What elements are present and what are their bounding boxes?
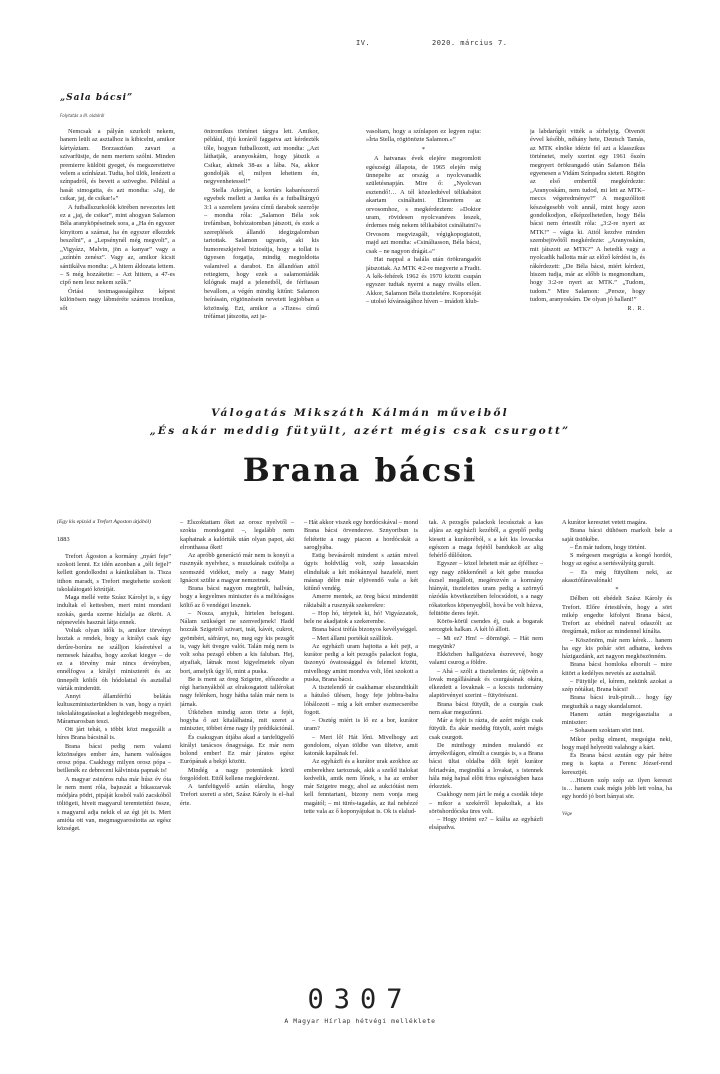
story-column-1-body	[57, 553, 171, 834]
paragraph: Útközben mindig azon törte a fejét, hogyha ő azt kitalálhatná, mit szeret a miniszter, többet érne nagy ily prédikációnál.	[180, 708, 294, 733]
paragraph: – Mi ez? Hm! – dörmögé. – Hát nem megyünk?	[429, 634, 543, 650]
paragraph: Hanem aztán megvígasztalta a miniszter:	[562, 710, 672, 726]
paragraph: S mérgesen megrúgta a kongó hordót, hogy az egész a sertésvályúig gurult.	[562, 552, 672, 568]
section-divider: *	[615, 586, 619, 593]
sala-kicker: „Sala bácsi”	[60, 93, 134, 103]
paragraph: Mikor pedig elment, megsúgta neki, hogy majd helyreüti valahogy a kárt.	[562, 735, 672, 751]
paragraph: Óriási testmagasságához képest különösen nagy lábméréte számos ironikus, sőt	[60, 287, 175, 312]
paragraph: – Ahá – szólt a tisztelentes úr, rájövén a lovak megállásának és csurgásának okára, elkezdett a lovaknak – a kocsis tudomány alaptörvényei szerint – fütyörészni.	[429, 667, 543, 700]
paragraph: tak. A pezsgős palackok lecsúsztak a kas aljára az egyházfi kezéből, a gyeplő pedig kiesett a kurátoréból, s a két kis lovacska egészen a maga fejétől bandukolt az alig fehérlő dűlőúton.	[429, 519, 543, 559]
paragraph: Estig bevásárolt mindent s aztán mivel úgyis holdvilág volt, szép lassacskán elindultak a két mókánnyal hazafelé, mert másnap délre már eljövendő vala a két kitűnő vendég.	[304, 552, 418, 592]
supplement-label: A Magyar Hírlap hétvégi melléklete	[284, 1017, 436, 1025]
sala-column-4	[530, 128, 645, 313]
paragraph: – Köszönöm, már nem kérek… hanem ha egy kis pohár sört adhatna, kedves házigazdánk, azt nagyon megköszönném.	[562, 636, 672, 660]
paragraph: Ott járt tehát, s többi közt megszállt a híres Brana bácsinál is.	[57, 726, 171, 742]
paragraph: vasoltam, hogy a színlapon ez legyen rajta: »Írta Stella, rögtönözte Salamon.«”	[366, 128, 481, 144]
paragraph: – Hát akkor viszek egy hordócskával – mond Brana bácsi örvendezve. Sznyoribun is feltétette a nagy piacon a hordócskát a saroglyába.	[304, 519, 418, 551]
paragraph: Be is ment az öreg Szigetre, előszedte a régi harisnyákból az elrakosgatott tallérokat nagy felénken, hogy hátha talán már nem is járnak.	[180, 675, 294, 708]
paragraph: öniromikus történet tárgya lett. Amikor, például, ifjú koráról faggatva azt kérdezték tőle, hogyan futballozott, azt mondta: „Azt láthatják, aranyoskáim, hogy játszik a Csikar, akinek 38-as a lába. Na, akkor gondolják el, milyen lehettem én, negyvenhetessel!”	[204, 128, 319, 186]
paragraph: Maga mellé vette Szász Károlyt is, s úgy indultak el kettesben, mert mint mondani szokás, garda szeme hízlalja az ökröt. A népnevelés hasznát látja ennek.	[57, 594, 171, 626]
paragraph: Brana bácsi homloka elborult – mire kitört a kedélyes nevetés az asztalnál.	[562, 661, 672, 677]
paragraph: Amerre mentek, az öreg bácsi mindenütt rákiabált a rusznyák szekerekre:	[304, 593, 418, 609]
paragraph: – Én már tudom, hogy történt.	[570, 543, 647, 551]
paragraph: Voltak olyan idők is, amikor törvényt hoztak a rendek, hogy a királyi csak úgy derűre-borúra ne szálljon kíséretével a nemesek házaiba, hogy azokat kiegye – de ez a törvény már nincs érvényben, ennélfogva a királyi miniszterét és az ünnepélt költői óh hódolattal és asztallal várták mindenütt.	[57, 627, 171, 692]
paragraph: Brana bácsi dühösen markolt bele a saját üstökébe.	[562, 527, 672, 543]
paragraph: – Mert lő! Hát lőni. Mivelhogy azt gondolom, olyan töldbe van ültetve, amit katonák kapálnak fel.	[304, 733, 418, 757]
paragraph: A tisztelendő úr csakhamar elszunditkált a hátulsó ülésen, hogy feje jobbra-balra lóbálozott – míg a két ember eszmecserébe fogott.	[304, 684, 418, 716]
story-byline: (Egy kis epizód a Trefort Ágoston útjából)	[57, 519, 151, 525]
paragraph: Az egyházfi uram hajtotta a két pejt, a kurátor pedig a két pezsgős palackot fogta, üszonyú óvatossággal és felemel között, mivelhogy amint mondva volt, lőni szokott a puska, Brana bácsi.	[304, 642, 418, 683]
paragraph: Ekközben hallgatózva észrevevé, hogy valami csurog a földre.	[429, 651, 543, 667]
paragraph: Egyszer – közel lehetett már az éjfélhez – egy nagy zökkenőnél a két gebe muszka észsel megállott, megérezvén a kormány hiányát, tisztelettes uram pedig a szörnyű rázódás következtében felocsúdott, s a nagy rókatorkos köpenyegből, hová be volt húzva, felütötte deres fejét.	[429, 560, 543, 617]
paragraph: A kurátor keresztet vetett magára.	[562, 519, 648, 526]
paragraph: És Brana bácsi azután egy pár hétre meg is kapta a Ferenc József-rend keresztjét.	[562, 752, 672, 776]
story-title: Brana bácsi	[242, 451, 478, 489]
selection-quote: „És akár meddig fütyült, azért mégis csak csurgott”	[149, 425, 571, 437]
paragraph: Az apróbb generáció már nem is konyít a rusznyák nyelvhez, s muszkának csúfolja a szomszéd vidéket, mely a nagy Matej Ignácot szülte a magyar nemzetnek.	[180, 552, 294, 584]
page-number: 0307	[307, 984, 413, 1015]
paragraph: – Fütyülje el, kérem, nekünk azokat a szép nótákat, Brana bácsi!	[562, 677, 672, 693]
paragraph: Mindég a nagy potentátok körül forgolódott. Ettől kellene megkérdezni.	[180, 766, 294, 782]
paragraph: Már a fejét is rázta, de azért mégis csak fütyült. És akár meddig fütyült, azért mégis csak csurgott.	[429, 717, 543, 741]
selection-title: Válogatás Mikszáth Kálmán műveiből	[211, 407, 509, 419]
sala-column-2	[204, 128, 319, 321]
story-end: Vége	[562, 811, 572, 817]
sala-column-3	[366, 128, 481, 307]
paragraph: Brana bácsi irult-pirult… hogy így megtudták a nagy skandalumot.	[562, 694, 672, 710]
story-year: 1883	[57, 535, 70, 543]
paragraph: – Mert állami portékát szállítok.	[312, 634, 393, 642]
paragraph: – Osztég miért is lő ez a bor, kurátor uram?	[304, 717, 418, 733]
section-divider: *	[421, 145, 426, 153]
paragraph: – Elszoktattam őket az orosz nyelvtől – szokta mondogatni –, legalább nem kaphatnak a kalóriták után olyan papot, aki elronthassa őket!	[180, 519, 294, 551]
paragraph: – Sohasem szoktam sört inni.	[570, 727, 644, 735]
issue-number: IV.	[356, 39, 371, 47]
story-column-5-body	[562, 519, 672, 802]
story-column-4	[429, 519, 543, 833]
paragraph: – Hogy történt ez? – kiálta az egyházfi elsápadva.	[429, 816, 543, 832]
story-column-2	[180, 519, 294, 808]
story-column-5	[562, 519, 672, 819]
paragraph: Stella Adorján, a kortárs kabarészerző egyebek mellett a Janika és a futballtárgyú 3:1 a szerelem javára című darabok szerzője – mondta róla: „Salamon Béla sok trefámban, bohózatomban játszott, és ezek a szereplések állandó idegizgalomban tartottak. Salamon ugyanis, aki kis humoreszkjeivel biztosítja, hogy a tollat is ügyesen forgatja, mindig megtoldotta valamivel a darabot. En állandóan attól rettegtem, hogy ezek a salamoniádák kilógnak majd a jelenetből, de férfiasan bevallom, a végén mindig kitűnt: Salamon beírásain, rögtönzésein nevetett legjobban a közönség. Ezt, amikor a »Tizes« című tréfámat játszotta, azt ja-	[204, 186, 319, 320]
paragraph: Nemcsak a pályán szurkolt nekem, hanem leült az asztalhoz is kibicelni, amikor kártyáztam. Borzasztóan zavart a szivarfüstje, de nem mertem szólni. Minden premierre küldött gyeget, és megszerettetve velem a színházat. Tudta, hol ülök, lenézett a színpadról, és bevett a szövegbe. Például a hasát simogatta, és azt mondta: »Jaj, de csikar, jaj, de csikar!«”	[60, 128, 175, 203]
story-column-1	[57, 519, 171, 833]
paragraph: ja labdarúgói vitték a sírhelyig. Ötvenöt évvel később, néhány hete, Deutsch Tamás, az MTK elnöke idézte fel azt a klasszikus történetet, mely szerint egy 1961 őszén megnyert örökrangadó után Salamon Béla egyenesen a Vidám Színpadra sietett. Rögtön az első embertől megkérdezte: „Aranyoskám, nem tudod, mi lett az MTK–meccs végeredménye?” A megszólított készségesebb volt annál, mint hogy azon gondolkodjon, elképzelhetetlen, hogy Béla bácsi nem értesült róla: „3:2-re nyert az MTK!” – vágta ki. Attól kezdve minden szembejövőtől megkérdezte: „Aranyoskám, mit játszott az MTK?” A hetedik vagy a nyolcadik hallotta már az előző kérdést is, és rákérdezett: „De Béla bácsi, miért kérdezi, hiszen tudja, már az előbb is megmondtam, hogy 3:2-re nyert az MTK.” „Tudom, tudom.” Mire Salamon: „Persze, hogy tudom, aranyoskám. De olyan jó hallani!”	[530, 128, 645, 304]
story-column-3	[304, 519, 418, 816]
paragraph: Trefort Ágoston a kormány „nyári feje” szokott lenni. Ez idén azonban a „téli fejjel” kellett gondolkodni a kánikulában is. Tisza itthon maradt, s Trefort megtehette szokott iskolalátogató körútját.	[57, 552, 171, 593]
paragraph: Délben ott ebédelt Szász Károly és Trefort. Előre értesülvén, hogy a sört mikép engedte kifolyni Brana bácsi, Trefort az ebédnél naivul odaszólt az öregúrnak, mikor az mindennel kínálta.	[562, 595, 672, 636]
paragraph: …Hiszen szép szép az ilyen kereszt is… hanem csak mégis jobb lett volna, ha egy hordó jó bort bányai sör.	[562, 776, 672, 801]
paragraph: A futballszurkolók körében nevezetes lett ez a „jaj, de csikar”, mint ahogyan Salamon Béla aranyköpéseinek sora, a „Ha én egyszer kinyitom a számat, ha én egyszer elkezdek beszélni”, a „Lepsénynél még megvolt”, a „Vigyázz, Malvin, jön a kanyar” vagy a „színtén zenész”. Vagy az, amikor kicsit sántikálva mondta: „A hitem áldozata lettem. – S még hozzátette: – Azt hittem, a 47-es cipő nem lesz nekem szűk.”	[60, 203, 175, 287]
author-signature: R. R.	[627, 305, 645, 312]
paragraph: De minthogy minden mulandó ez árnyékvilágon, elmúlt a csurgás is, s a Brana bácsi ültai oldalba dőlt fejét kurátor felriadván, megindítá a lovakat, s istennek hála még hajnal előtt friss egészségben haza érkeztek.	[429, 741, 543, 790]
paragraph: Brana bácsi nagyon megörült, hallván, hogy a kegyelmes miniszter és a méltóságos költő az ő vendégei lesznek.	[180, 585, 294, 609]
paragraph: Brana bácsi fütyült, de a csurgás csak nem akar megszűnni.	[429, 700, 543, 716]
paragraph: A magyar zsinóros ruha már húsz év óta le nem ment róla, bajuszát a bikaszarvak módjára pödri, pipáját kosból való zacskóból töltögeti, hiveit magyarul teremtettézi össze, s magyarul adja nekik el az égi jét is. Mert amióta ott van, megmagyarosította az egész községet.	[57, 775, 171, 832]
paragraph: – Hop hó, térjetek ki, hó! Vigyázzatok, bele ne akadjatok a szekerembe.	[304, 609, 418, 625]
paragraph: – Nosza, anyjuk, hirtelen befogani. Nálam szükséget ne szenvedjenek! Hadd hozzák Szigetről szivart, teát, kávét, cukrot, gyömbért, sáfrányt, no, meg egy kis pezsgőt is, vagy két üvegre valót. Talán még nem is volt soha pezsgő ebben a kis faluban. Hej, atyafiak, látnak most kigyelmetek olyan bort, amelyik úgy lő, mint a puska.	[180, 609, 294, 675]
paragraph: Csakhogy nem járt le még a csodák ideje – mikor a szekérről lepakoltak, a kis söröshordócska üres volt.	[429, 791, 543, 815]
paragraph: És csakugyan útjába akad a tanfelügyelő királyi tanácsos őnagysága. Ez már nem bolond ember! Ez már járatos egész Európának a bekjó között.	[180, 733, 294, 766]
paragraph: Brana bácsi pedig nem valami közönséges ember ám, hanem valóságos orosz pópa. Csakhogy milyen orosz pópa – beillenék ez debreceni kálvinista papnak is!	[57, 742, 171, 775]
continued-note: Folytatás a III. oldalról	[60, 113, 105, 118]
paragraph: Hat nappal a halála után örökrangadót játszottak. Az MTK 4:2-re megverte a Fradit. A kék-fehérek 1962 és 1970 között csupán egyszer tudtak nyerni a nagy rivális ellen. Akkor, Salamon Béla tiszteletére. Koporsóját – utolsó kívánságához híven – imádott klub-	[366, 256, 481, 306]
paragraph: Brana bácsi tréfás bizonyos kevélységgel.	[312, 626, 418, 634]
paragraph: Az egyházfi és a kurátor urak azokhoz az emberekhez tartoznak, akik a szelíd italokat kedvelik, amik nem lőnek, s ha az ember már Szigetre megy, ahol az aukciótást nem kell fenntartani, bizony nem vonja meg magától; – mi türés-tagadás, az ital nehézzé tette vala az ő koponyájukat is. Ok is elalud-	[304, 758, 418, 815]
sala-column-1	[60, 128, 175, 313]
paragraph: – Es még fütyültem neki, az akasztófáravalónak!	[562, 568, 672, 584]
paragraph: A tanfelügyelő aztán elárulta, hogy Trefort szereti a sört, Szász Károly is el–hal érte.	[180, 783, 294, 807]
paragraph: A hatvanas évek elejére megromlott egészségi állapota, de 1965 elején még ünnepelte az ország a nyolcvanadik születésnapján. Mire ő: „Nyolcvan esztendő!… A tél közeledtével télikabátot akartam csináltatni. Elmentem az orvosomhoz, s megkérdeztem: »Doktor uram, rövidesen nyolcvanéves leszek, érdemes még nekem télikabátot csináltatni?« Orvosom megvizsgált, végigkopogtatott, majd azt mondta: »Csináltasson, Béla bácsi, csak – ne nagyon drágát.«”	[366, 155, 481, 255]
paragraph: Körös-körül csendes éj, csak a bogarak sercegtek halkan. A két ló állott.	[429, 618, 543, 634]
issue-date: 2020. március 7.	[432, 39, 508, 47]
paragraph: Annyi államférfiú belátás kultuszminiszterünkben is van, hogy a nyári iskolalátogatásokat a leghidegebb megyében, Máramarosban teszi.	[57, 693, 171, 725]
